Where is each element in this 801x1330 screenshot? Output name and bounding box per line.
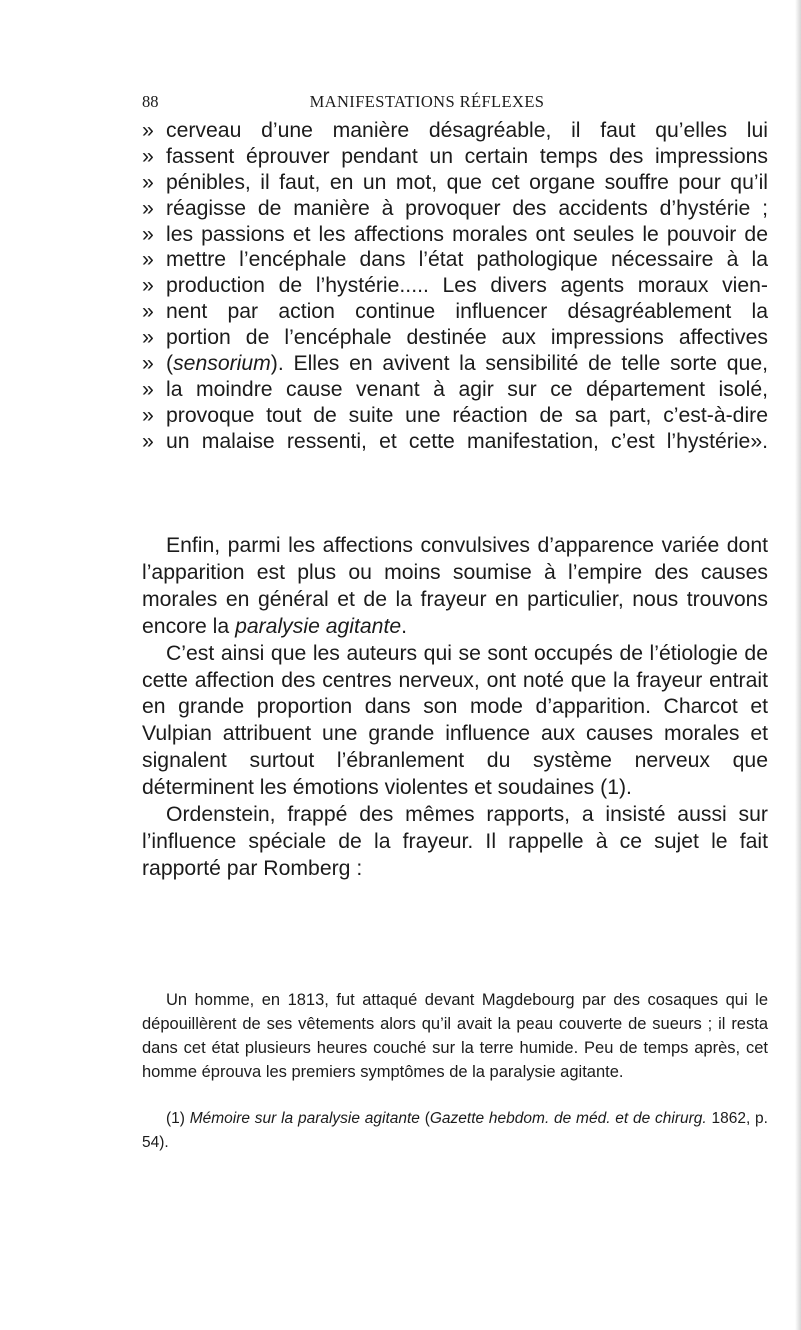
quote-line <box>142 222 768 248</box>
quote-line <box>142 144 768 170</box>
quote-line <box>142 247 768 273</box>
quote-mark: » <box>142 274 154 298</box>
paragraph-ordenstein: Ordenstein, frappé des mêmes rapports, a insisté aussi sur l’influence spéciale de la frayeur. Il rappelle à ce sujet le fait rapporté par Romberg : <box>142 803 768 880</box>
quote-line <box>142 377 768 403</box>
running-title: MANIFESTATIONS RÉFLEXES <box>309 92 545 111</box>
quote-mark: » <box>142 377 154 401</box>
footnote-title: Mémoire sur la paralysie agitante <box>189 1110 420 1127</box>
quote-line <box>142 118 768 144</box>
paragraph-paralysie <box>142 533 768 641</box>
quote-mark: » <box>142 429 154 453</box>
quote-mark: » <box>142 300 154 324</box>
quote-mark: » <box>142 144 154 168</box>
quote-mark: » <box>142 119 154 142</box>
quote-line-text: portion de l’encéphale destinée aux impressions affectives <box>166 326 768 350</box>
quote-line-text: production de l’hystérie..... Les divers agents moraux vien- <box>166 274 768 298</box>
main-prose <box>142 533 768 883</box>
page-edge-shadow <box>795 0 801 1330</box>
quote-line-text: un malaise ressenti, et cette manifestation, c’est l’hystérie». <box>166 429 768 453</box>
footnote-text <box>142 1107 768 1155</box>
quote-line <box>142 196 768 222</box>
page-number: 88 <box>142 92 159 111</box>
quote-line <box>142 351 768 377</box>
romberg-case <box>142 988 768 1084</box>
quote-line-text: la moindre cause venant à agir sur ce département isolé, <box>166 377 768 401</box>
quote-mark: » <box>142 352 154 376</box>
quote-line-text: fassent éprouver pendant un certain temps des impressions <box>166 144 768 168</box>
romberg-case-text: Un homme, en 1813, fut attaqué devant Magdebourg par des cosaques qui le dépouillèrent de ses vêtements alors qu’il avait la peau couverte de sueurs ; il resta dans cet état plusieurs heures couché sur la terre humide. Peu de temps après, cet homme éprouva les premiers symptômes de la paralysie agitante. <box>142 991 768 1081</box>
quote-line <box>142 299 768 325</box>
quote-mark: » <box>142 170 154 194</box>
running-header <box>142 92 712 112</box>
quote-mark: » <box>142 248 154 272</box>
quote-mark: » <box>142 196 154 220</box>
quote-line-text: mettre l’encéphale dans l’état pathologique nécessaire à la <box>166 248 768 272</box>
quote-line-text: cerveau d’une manière désagréable, il faut qu’elles lui <box>166 119 768 142</box>
quote-line <box>142 170 768 196</box>
quote-mark: » <box>142 326 154 350</box>
quote-mark: » <box>142 222 154 246</box>
paragraph-etiologie: C’est ainsi que les auteurs qui se sont occupés de l’étiologie de cette affection des centres nerveux, ont noté que la frayeur entrait en grande proportion dans son mode d’apparition. Charcot et Vulpian attribuent une grande influence aux causes morales et signalent surtout l’ébranlement du système nerveux que déterminent les émotions violentes et soudaines (1). <box>142 641 768 800</box>
paralysie-agitante-term: paralysie agitante <box>235 614 402 638</box>
quote-line <box>142 273 768 299</box>
quote-line <box>142 325 768 351</box>
quote-line-text <box>166 352 768 375</box>
quote-line-text: les passions et les affections morales ont seules le pouvoir de <box>166 222 768 246</box>
quote-line-text: pénibles, il faut, en un mot, que cet organe souffre pour qu’il <box>166 170 768 194</box>
paragraph-paralysie-start: Enfin, parmi les affections convulsives d’apparence variée dont l’apparition est plus ou moins soumise à l’empire des causes morales en général et de la frayeur en particulier, nous trouvons encore la <box>142 534 768 638</box>
quote-line <box>142 403 768 429</box>
quote-line-text: réagisse de manière à provoquer des accidents d’hystérie ; <box>166 196 768 220</box>
quoted-passage <box>142 118 768 455</box>
paragraph-paralysie-end: . <box>401 614 408 638</box>
sensorium-open-paren: ( <box>166 352 174 376</box>
footnote-number: (1) <box>166 1110 185 1127</box>
footnote-journal: Gazette hebdom. de méd. et de chirurg. <box>429 1110 707 1127</box>
quote-line <box>142 429 768 455</box>
quote-line-text: nent par action continue influencer désagréablement la <box>166 300 768 324</box>
footnote-rest: 1862, p. 54). <box>142 1110 768 1151</box>
quote-mark: » <box>142 403 154 427</box>
footnote-open-paren: ( <box>424 1110 430 1127</box>
quote-line-text: provoque tout de suite une réaction de sa part, c’est-à-dire <box>166 403 768 427</box>
sensorium-term: sensorium <box>173 352 271 376</box>
footnote <box>142 1107 768 1155</box>
sensorium-rest: ). Elles en avivent la sensibilité de telle sorte que, <box>270 352 768 376</box>
